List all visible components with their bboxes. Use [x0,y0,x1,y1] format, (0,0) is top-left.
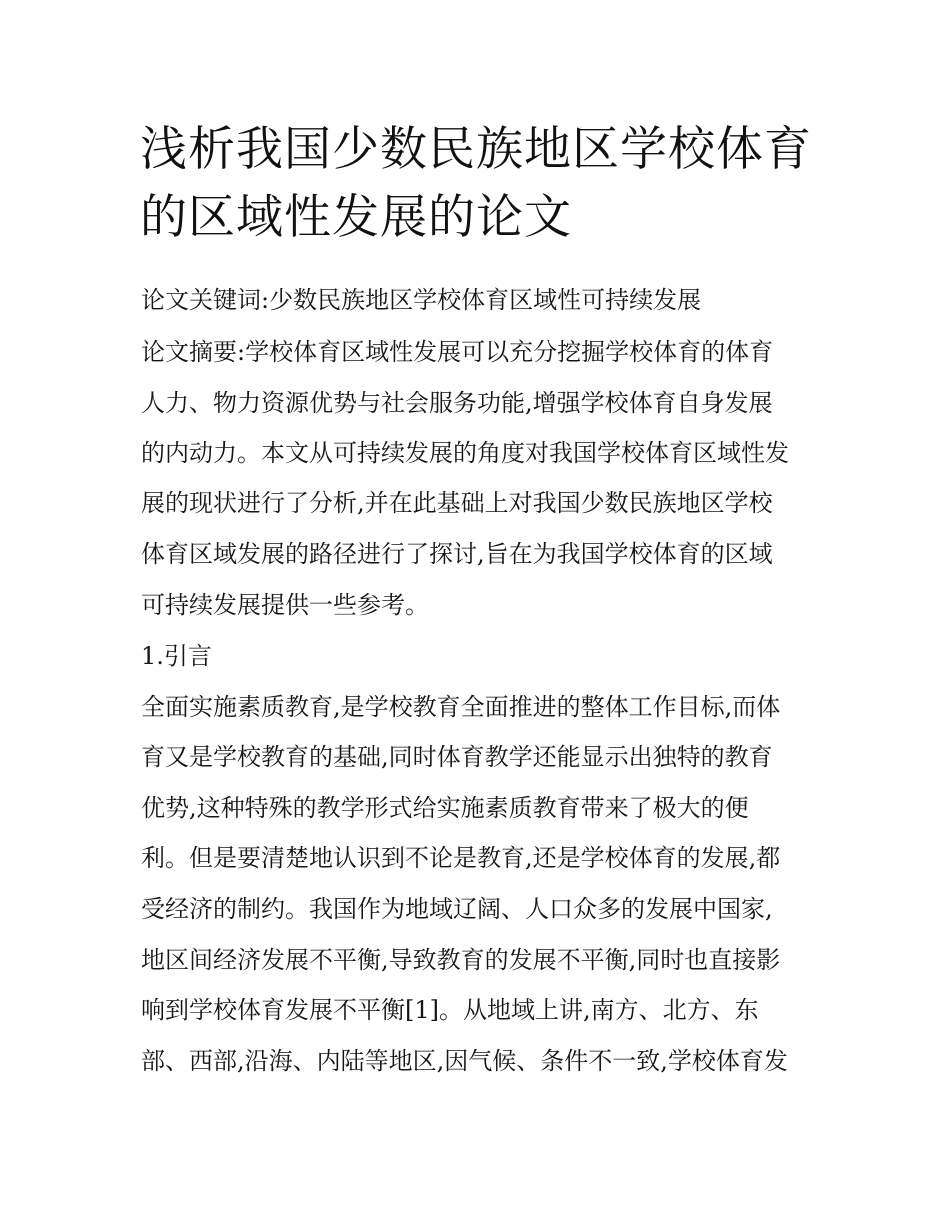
abstract-line: 体育区域发展的路径进行了探讨,旨在为我国学校体育的区域 [141,540,773,568]
body-line: 利。但是要清楚地认识到不论是教育,还是学校体育的发展,都 [141,844,781,872]
body-line: 育又是学校教育的基础,同时体育教学还能显示出独特的教育 [141,743,773,771]
keywords-line: 论文关键词:少数民族地区学校体育区域性可持续发展 [141,286,702,314]
document-title: 浅析我国少数民族地区学校体育的区域性发展的论文 [140,122,812,245]
body-line: 全面实施素质教育,是学校教育全面推进的整体工作目标,而体 [141,693,781,721]
abstract-line: 展的现状进行了分析,并在此基础上对我国少数民族地区学校 [141,489,773,517]
abstract-line: 论文摘要:学校体育区域性发展可以充分挖掘学校体育的体育 [141,338,774,366]
abstract-line: 可持续发展提供一些参考。 [141,591,429,619]
body-line: 部、西部,沿海、内陆等地区,因气候、条件不一致,学校体育发 [141,1047,788,1075]
body-line: 地区间经济发展不平衡,导致教育的发展不平衡,同时也直接影 [141,946,781,974]
abstract-line: 的内动力。本文从可持续发展的角度对我国学校体育区域性发 [141,439,789,467]
body-line: 响到学校体育发展不平衡[1]。从地域上讲,南方、北方、东 [141,996,759,1024]
section-heading: 1.引言 [141,642,212,670]
body-line: 优势,这种特殊的教学形式给实施素质教育带来了极大的便 [141,794,749,822]
abstract-line: 人力、物力资源优势与社会服务功能,增强学校体育自身发展 [141,389,773,417]
body-line: 受经济的制约。我国作为地域辽阔、人口众多的发展中国家, [141,895,773,923]
